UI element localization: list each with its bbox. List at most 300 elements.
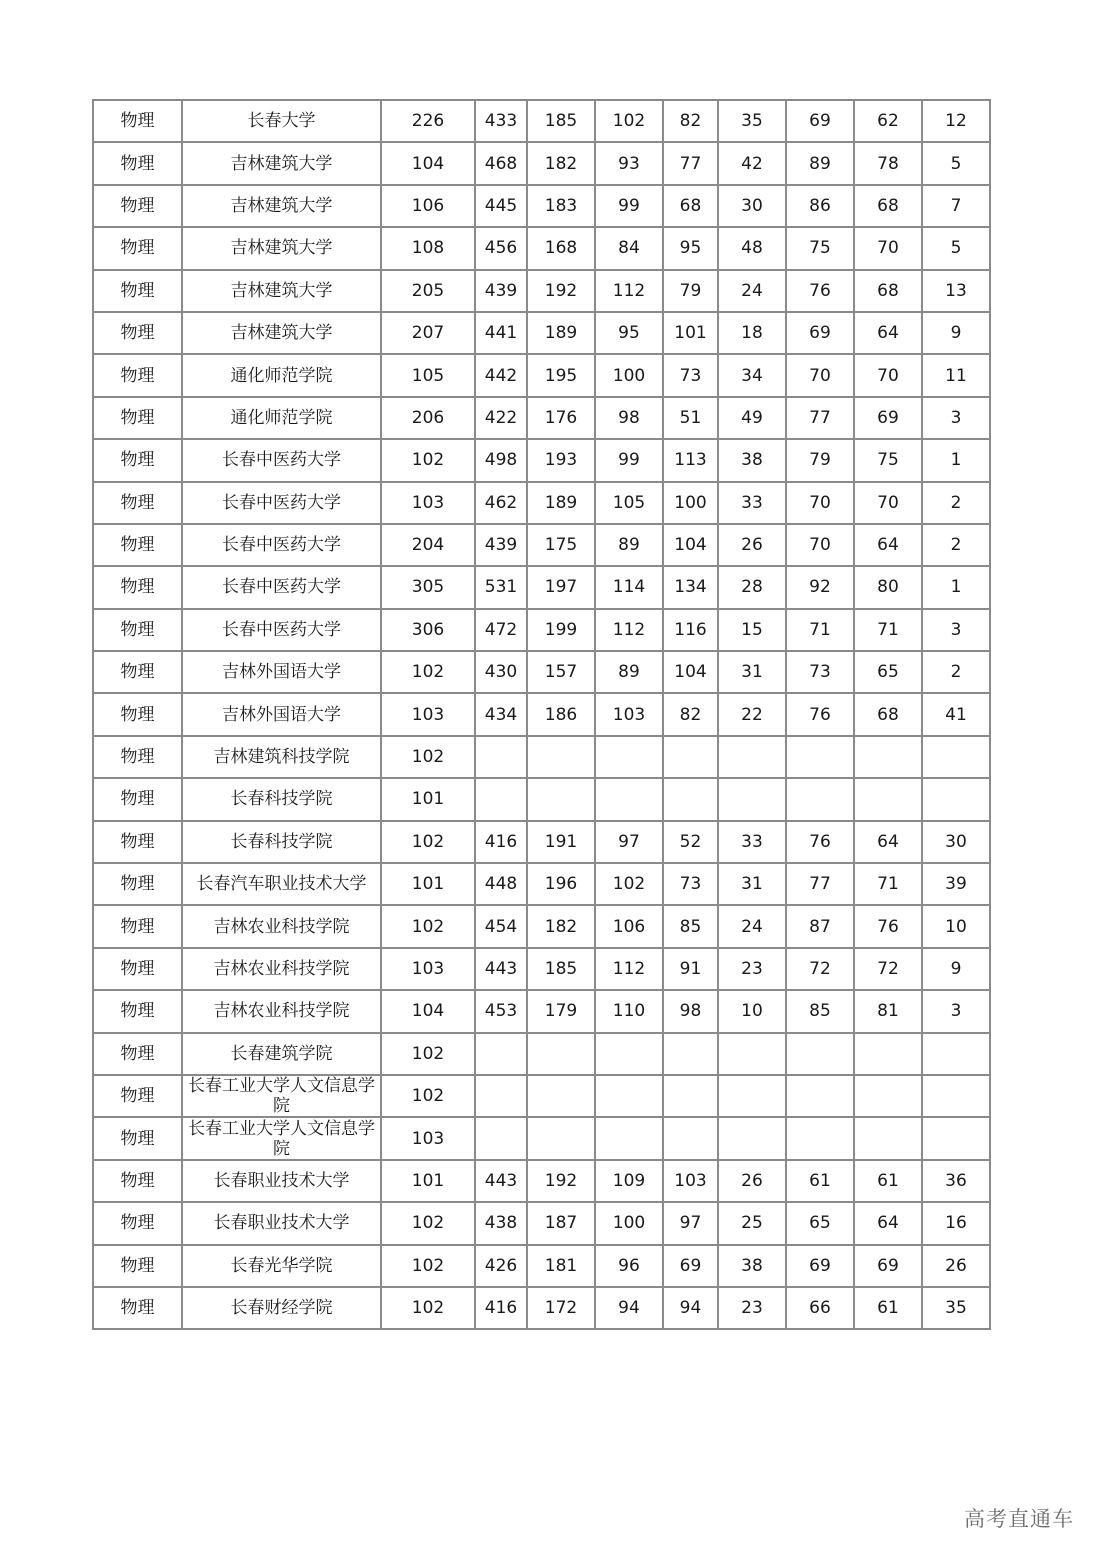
code-cell: 103 — [381, 482, 475, 524]
score-cell-4: 68 — [663, 185, 718, 227]
table-row — [93, 227, 990, 269]
score-cell-2 — [527, 1033, 595, 1075]
score-cell-6: 70 — [786, 524, 854, 566]
score-cell-8: 13 — [922, 270, 990, 312]
score-cell-7: 64 — [854, 1202, 922, 1244]
subject-cell: 物理 — [93, 1075, 182, 1117]
school-cell: 长春中医药大学 — [182, 566, 381, 608]
score-cell-1: 434 — [475, 693, 527, 735]
code-cell: 102 — [381, 1033, 475, 1075]
subject-cell: 物理 — [93, 778, 182, 820]
code-cell: 102 — [381, 439, 475, 481]
score-cell-6: 87 — [786, 905, 854, 947]
score-cell-3: 112 — [595, 948, 663, 990]
score-cell-4: 98 — [663, 990, 718, 1032]
score-cell-8: 36 — [922, 1160, 990, 1202]
table-row — [93, 1287, 990, 1329]
subject-cell: 物理 — [93, 354, 182, 396]
score-cell-7: 61 — [854, 1287, 922, 1329]
score-cell-4 — [663, 1117, 718, 1159]
score-cell-4: 73 — [663, 354, 718, 396]
table-row — [93, 1160, 990, 1202]
score-cell-7: 62 — [854, 100, 922, 142]
score-cell-8: 10 — [922, 905, 990, 947]
score-cell-1: 439 — [475, 524, 527, 566]
subject-cell: 物理 — [93, 185, 182, 227]
score-cell-1: 498 — [475, 439, 527, 481]
score-cell-8: 16 — [922, 1202, 990, 1244]
score-cell-5 — [718, 1033, 786, 1075]
score-cell-6 — [786, 778, 854, 820]
score-cell-3 — [595, 1117, 663, 1159]
score-cell-2: 195 — [527, 354, 595, 396]
subject-cell: 物理 — [93, 100, 182, 142]
score-cell-5: 33 — [718, 482, 786, 524]
score-cell-2 — [527, 1075, 595, 1117]
score-cell-8: 41 — [922, 693, 990, 735]
code-cell: 101 — [381, 863, 475, 905]
score-cell-4 — [663, 1075, 718, 1117]
subject-cell: 物理 — [93, 1160, 182, 1202]
score-cell-6: 86 — [786, 185, 854, 227]
score-cell-1: 454 — [475, 905, 527, 947]
subject-cell: 物理 — [93, 948, 182, 990]
score-cell-2: 192 — [527, 270, 595, 312]
code-cell: 101 — [381, 778, 475, 820]
school-cell: 长春工业大学人文信息学院 — [182, 1117, 381, 1159]
score-table — [92, 99, 991, 1330]
score-cell-1: 438 — [475, 1202, 527, 1244]
score-cell-7 — [854, 778, 922, 820]
code-cell: 102 — [381, 1075, 475, 1117]
school-cell: 长春职业技术大学 — [182, 1160, 381, 1202]
score-cell-8: 5 — [922, 142, 990, 184]
score-cell-1: 426 — [475, 1245, 527, 1287]
score-cell-1: 443 — [475, 1160, 527, 1202]
score-cell-5: 38 — [718, 1245, 786, 1287]
score-cell-7: 75 — [854, 439, 922, 481]
score-cell-1: 443 — [475, 948, 527, 990]
score-cell-4: 77 — [663, 142, 718, 184]
score-cell-1 — [475, 1117, 527, 1159]
score-cell-7: 64 — [854, 821, 922, 863]
score-cell-7 — [854, 1117, 922, 1159]
score-cell-6: 70 — [786, 482, 854, 524]
school-cell: 吉林外国语大学 — [182, 693, 381, 735]
score-cell-8: 1 — [922, 439, 990, 481]
score-cell-6: 66 — [786, 1287, 854, 1329]
score-cell-8: 9 — [922, 312, 990, 354]
subject-cell: 物理 — [93, 990, 182, 1032]
score-cell-7: 70 — [854, 354, 922, 396]
table-row — [93, 1245, 990, 1287]
table-row — [93, 905, 990, 947]
score-cell-6: 70 — [786, 354, 854, 396]
table-row — [93, 439, 990, 481]
score-cell-4: 69 — [663, 1245, 718, 1287]
score-cell-3: 89 — [595, 651, 663, 693]
school-cell: 吉林农业科技学院 — [182, 948, 381, 990]
score-cell-4: 82 — [663, 100, 718, 142]
code-cell: 102 — [381, 1287, 475, 1329]
score-cell-7: 64 — [854, 524, 922, 566]
subject-cell: 物理 — [93, 1287, 182, 1329]
subject-cell: 物理 — [93, 566, 182, 608]
score-cell-3: 97 — [595, 821, 663, 863]
score-cell-3: 100 — [595, 1202, 663, 1244]
code-cell: 102 — [381, 1245, 475, 1287]
score-cell-3 — [595, 1033, 663, 1075]
score-cell-5: 15 — [718, 609, 786, 651]
school-cell: 吉林建筑大学 — [182, 312, 381, 354]
score-cell-5: 26 — [718, 1160, 786, 1202]
score-cell-3: 89 — [595, 524, 663, 566]
score-cell-5 — [718, 778, 786, 820]
score-cell-6: 76 — [786, 821, 854, 863]
score-cell-6: 76 — [786, 270, 854, 312]
score-cell-5 — [718, 1075, 786, 1117]
school-cell: 吉林外国语大学 — [182, 651, 381, 693]
score-cell-4: 82 — [663, 693, 718, 735]
score-cell-3: 112 — [595, 609, 663, 651]
score-cell-5: 30 — [718, 185, 786, 227]
score-cell-2: 182 — [527, 142, 595, 184]
score-cell-6: 72 — [786, 948, 854, 990]
score-cell-2: 193 — [527, 439, 595, 481]
table-row — [93, 693, 990, 735]
score-cell-4: 85 — [663, 905, 718, 947]
score-cell-8 — [922, 778, 990, 820]
score-cell-8: 3 — [922, 397, 990, 439]
score-cell-8: 3 — [922, 990, 990, 1032]
code-cell: 104 — [381, 990, 475, 1032]
score-cell-5 — [718, 1117, 786, 1159]
score-cell-4: 95 — [663, 227, 718, 269]
score-cell-5: 34 — [718, 354, 786, 396]
table-row — [93, 354, 990, 396]
score-cell-7: 70 — [854, 482, 922, 524]
code-cell: 102 — [381, 905, 475, 947]
score-cell-1: 453 — [475, 990, 527, 1032]
score-cell-7: 64 — [854, 312, 922, 354]
score-cell-2: 185 — [527, 100, 595, 142]
score-cell-5: 22 — [718, 693, 786, 735]
code-cell: 101 — [381, 1160, 475, 1202]
score-cell-1: 531 — [475, 566, 527, 608]
subject-cell: 物理 — [93, 1245, 182, 1287]
score-cell-4: 91 — [663, 948, 718, 990]
score-cell-8 — [922, 1117, 990, 1159]
score-cell-7: 76 — [854, 905, 922, 947]
score-cell-1: 433 — [475, 100, 527, 142]
school-cell: 长春中医药大学 — [182, 439, 381, 481]
score-cell-6: 69 — [786, 312, 854, 354]
score-cell-2: 175 — [527, 524, 595, 566]
score-cell-8: 5 — [922, 227, 990, 269]
score-cell-3 — [595, 736, 663, 778]
school-cell: 长春光华学院 — [182, 1245, 381, 1287]
score-cell-1: 468 — [475, 142, 527, 184]
score-cell-7 — [854, 736, 922, 778]
school-cell: 吉林农业科技学院 — [182, 990, 381, 1032]
score-cell-2: 189 — [527, 312, 595, 354]
score-cell-3: 109 — [595, 1160, 663, 1202]
subject-cell: 物理 — [93, 270, 182, 312]
score-cell-4: 101 — [663, 312, 718, 354]
subject-cell: 物理 — [93, 609, 182, 651]
score-cell-3: 99 — [595, 439, 663, 481]
score-cell-4: 73 — [663, 863, 718, 905]
score-cell-4: 52 — [663, 821, 718, 863]
score-cell-5 — [718, 736, 786, 778]
table-row — [93, 821, 990, 863]
score-cell-5: 48 — [718, 227, 786, 269]
score-cell-2: 196 — [527, 863, 595, 905]
school-cell: 长春中医药大学 — [182, 609, 381, 651]
score-cell-6: 65 — [786, 1202, 854, 1244]
table-row — [93, 990, 990, 1032]
score-cell-6: 76 — [786, 693, 854, 735]
score-cell-3: 99 — [595, 185, 663, 227]
score-cell-3: 105 — [595, 482, 663, 524]
table-row — [93, 185, 990, 227]
score-cell-2: 183 — [527, 185, 595, 227]
score-cell-5: 24 — [718, 270, 786, 312]
score-cell-6: 61 — [786, 1160, 854, 1202]
score-cell-2: 179 — [527, 990, 595, 1032]
subject-cell: 物理 — [93, 397, 182, 439]
school-cell: 吉林建筑大学 — [182, 227, 381, 269]
school-cell: 长春汽车职业技术大学 — [182, 863, 381, 905]
score-cell-2: 181 — [527, 1245, 595, 1287]
code-cell: 102 — [381, 821, 475, 863]
score-cell-7: 71 — [854, 863, 922, 905]
score-cell-7 — [854, 1075, 922, 1117]
score-cell-4: 104 — [663, 651, 718, 693]
score-cell-2 — [527, 736, 595, 778]
school-cell: 长春科技学院 — [182, 821, 381, 863]
subject-cell: 物理 — [93, 142, 182, 184]
code-cell: 102 — [381, 651, 475, 693]
code-cell: 103 — [381, 948, 475, 990]
score-cell-2 — [527, 778, 595, 820]
score-cell-5: 18 — [718, 312, 786, 354]
score-cell-2: 172 — [527, 1287, 595, 1329]
school-cell: 通化师范学院 — [182, 354, 381, 396]
code-cell: 226 — [381, 100, 475, 142]
table-row — [93, 609, 990, 651]
score-cell-3 — [595, 778, 663, 820]
score-cell-2: 189 — [527, 482, 595, 524]
score-cell-4: 104 — [663, 524, 718, 566]
score-cell-4 — [663, 778, 718, 820]
school-cell: 长春职业技术大学 — [182, 1202, 381, 1244]
subject-cell: 物理 — [93, 821, 182, 863]
score-cell-5: 31 — [718, 863, 786, 905]
score-cell-3: 93 — [595, 142, 663, 184]
score-cell-4 — [663, 736, 718, 778]
table-row — [93, 566, 990, 608]
school-cell: 长春中医药大学 — [182, 482, 381, 524]
score-cell-8: 39 — [922, 863, 990, 905]
subject-cell: 物理 — [93, 439, 182, 481]
subject-cell: 物理 — [93, 736, 182, 778]
score-cell-3: 102 — [595, 100, 663, 142]
code-cell: 206 — [381, 397, 475, 439]
score-cell-5: 25 — [718, 1202, 786, 1244]
code-cell: 105 — [381, 354, 475, 396]
school-cell: 吉林建筑大学 — [182, 185, 381, 227]
score-cell-3 — [595, 1075, 663, 1117]
code-cell: 102 — [381, 736, 475, 778]
score-cell-4: 103 — [663, 1160, 718, 1202]
subject-cell: 物理 — [93, 1202, 182, 1244]
score-cell-7: 78 — [854, 142, 922, 184]
score-cell-8: 2 — [922, 482, 990, 524]
code-cell: 102 — [381, 1202, 475, 1244]
code-cell: 108 — [381, 227, 475, 269]
code-cell: 207 — [381, 312, 475, 354]
score-cell-4: 113 — [663, 439, 718, 481]
score-cell-8: 2 — [922, 524, 990, 566]
school-cell: 通化师范学院 — [182, 397, 381, 439]
score-cell-7: 80 — [854, 566, 922, 608]
score-cell-3: 94 — [595, 1287, 663, 1329]
table-row — [93, 100, 990, 142]
score-cell-7: 71 — [854, 609, 922, 651]
score-cell-4 — [663, 1033, 718, 1075]
score-cell-7 — [854, 1033, 922, 1075]
score-cell-1: 439 — [475, 270, 527, 312]
code-cell: 204 — [381, 524, 475, 566]
score-cell-2: 186 — [527, 693, 595, 735]
score-cell-2 — [527, 1117, 595, 1159]
score-cell-6: 69 — [786, 100, 854, 142]
score-cell-6 — [786, 736, 854, 778]
score-cell-4: 51 — [663, 397, 718, 439]
table-body — [93, 100, 990, 1329]
table-row — [93, 270, 990, 312]
score-cell-7: 68 — [854, 185, 922, 227]
score-cell-6: 77 — [786, 863, 854, 905]
score-cell-2: 199 — [527, 609, 595, 651]
score-cell-8: 12 — [922, 100, 990, 142]
score-cell-5: 23 — [718, 1287, 786, 1329]
score-cell-5: 31 — [718, 651, 786, 693]
school-cell: 长春中医药大学 — [182, 524, 381, 566]
score-cell-2: 176 — [527, 397, 595, 439]
table-row — [93, 778, 990, 820]
score-cell-4: 134 — [663, 566, 718, 608]
score-cell-7: 61 — [854, 1160, 922, 1202]
score-cell-6 — [786, 1033, 854, 1075]
score-cell-1: 416 — [475, 1287, 527, 1329]
score-cell-6: 89 — [786, 142, 854, 184]
score-cell-7: 65 — [854, 651, 922, 693]
score-cell-6: 85 — [786, 990, 854, 1032]
school-cell: 吉林建筑大学 — [182, 142, 381, 184]
table-row — [93, 1075, 990, 1117]
score-cell-6: 77 — [786, 397, 854, 439]
score-cell-7: 72 — [854, 948, 922, 990]
score-cell-5: 49 — [718, 397, 786, 439]
score-cell-3: 106 — [595, 905, 663, 947]
score-cell-1: 430 — [475, 651, 527, 693]
score-cell-3: 112 — [595, 270, 663, 312]
school-cell: 吉林农业科技学院 — [182, 905, 381, 947]
school-cell: 吉林建筑大学 — [182, 270, 381, 312]
score-cell-7: 70 — [854, 227, 922, 269]
score-cell-5: 35 — [718, 100, 786, 142]
score-cell-2: 185 — [527, 948, 595, 990]
score-cell-2: 197 — [527, 566, 595, 608]
score-cell-3: 114 — [595, 566, 663, 608]
score-cell-1: 422 — [475, 397, 527, 439]
school-cell: 吉林建筑科技学院 — [182, 736, 381, 778]
table-row — [93, 312, 990, 354]
score-cell-2: 182 — [527, 905, 595, 947]
score-cell-6: 75 — [786, 227, 854, 269]
subject-cell: 物理 — [93, 1033, 182, 1075]
code-cell: 104 — [381, 142, 475, 184]
score-cell-5: 23 — [718, 948, 786, 990]
score-cell-7: 69 — [854, 397, 922, 439]
score-cell-4: 116 — [663, 609, 718, 651]
school-cell: 长春财经学院 — [182, 1287, 381, 1329]
score-cell-3: 110 — [595, 990, 663, 1032]
table-row — [93, 482, 990, 524]
score-cell-5: 26 — [718, 524, 786, 566]
score-cell-8: 30 — [922, 821, 990, 863]
score-cell-5: 42 — [718, 142, 786, 184]
subject-cell: 物理 — [93, 482, 182, 524]
score-cell-1: 445 — [475, 185, 527, 227]
score-cell-6 — [786, 1117, 854, 1159]
code-cell: 306 — [381, 609, 475, 651]
watermark: 高考直通车 — [964, 1507, 1074, 1531]
table-row — [93, 736, 990, 778]
table-row — [93, 863, 990, 905]
score-cell-2: 168 — [527, 227, 595, 269]
score-cell-3: 95 — [595, 312, 663, 354]
table-row — [93, 1033, 990, 1075]
score-cell-3: 98 — [595, 397, 663, 439]
score-cell-1: 416 — [475, 821, 527, 863]
score-cell-3: 100 — [595, 354, 663, 396]
score-cell-3: 102 — [595, 863, 663, 905]
score-cell-8 — [922, 1033, 990, 1075]
school-cell: 长春科技学院 — [182, 778, 381, 820]
code-cell: 103 — [381, 1117, 475, 1159]
score-cell-6: 79 — [786, 439, 854, 481]
score-cell-4: 79 — [663, 270, 718, 312]
score-cell-2: 192 — [527, 1160, 595, 1202]
table-row — [93, 397, 990, 439]
subject-cell: 物理 — [93, 693, 182, 735]
score-cell-8: 9 — [922, 948, 990, 990]
subject-cell: 物理 — [93, 651, 182, 693]
score-cell-4: 94 — [663, 1287, 718, 1329]
code-cell: 106 — [381, 185, 475, 227]
score-cell-8 — [922, 736, 990, 778]
score-cell-1: 448 — [475, 863, 527, 905]
school-cell: 长春建筑学院 — [182, 1033, 381, 1075]
score-cell-7: 68 — [854, 270, 922, 312]
score-cell-1: 441 — [475, 312, 527, 354]
subject-cell: 物理 — [93, 1117, 182, 1159]
table-row — [93, 142, 990, 184]
score-cell-6: 71 — [786, 609, 854, 651]
